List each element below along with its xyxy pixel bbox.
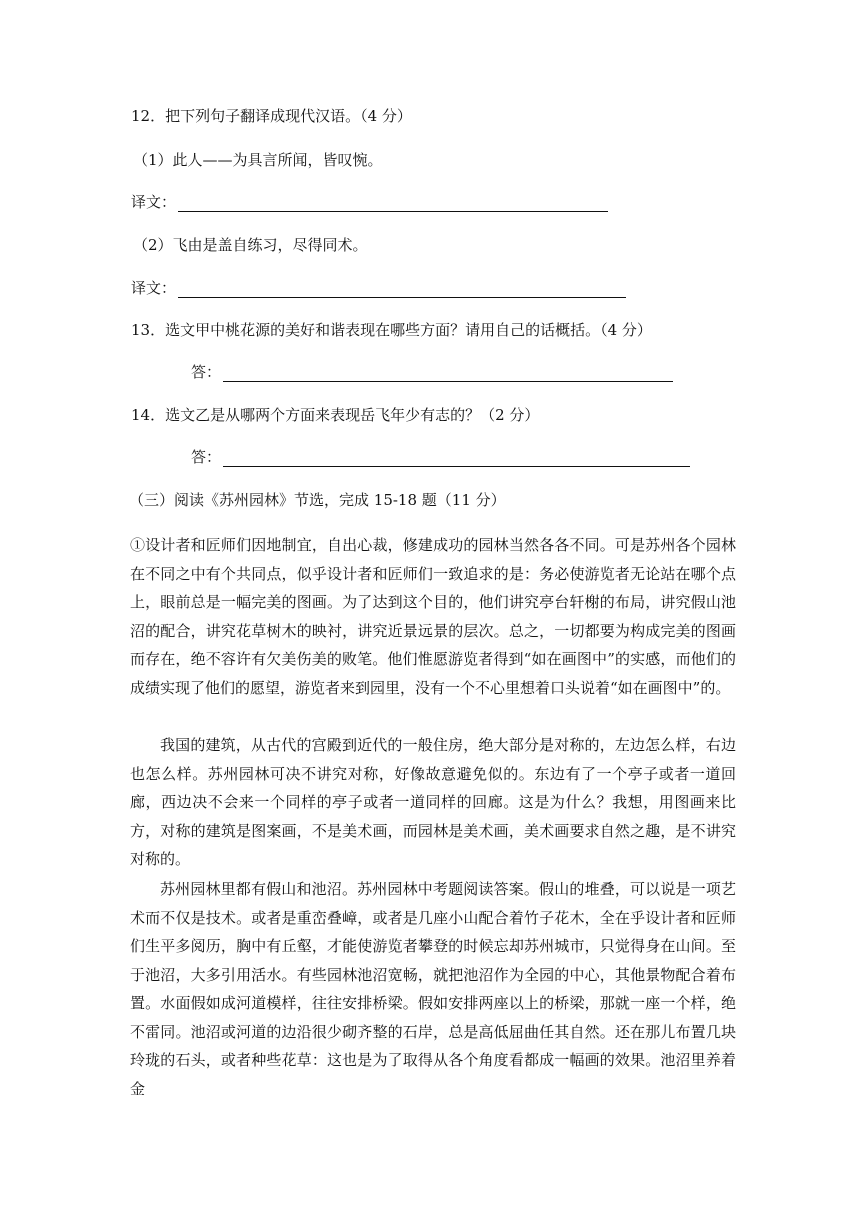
q12-sentence-1: （1）此人——为具言所闻，皆叹惋。	[133, 151, 383, 169]
q14-title: 14．选文乙是从哪两个方面来表现岳飞年少有志的？（2 分）	[131, 406, 540, 424]
q12-answer-row-2	[131, 278, 626, 298]
passage-paragraph-3: 苏州园林里都有假山和池沼。苏州园林中考题阅读答案。假山的堆叠，可以说是一项艺术而不仅是技术。或者是重峦叠嶂，或者是几座小山配合着竹子花木，全在乎设计者和匠师们生平多阅历，胸中有丘壑，才能使游览者攀登的时候忘却苏州城市，只觉得身在山间。至于池沼，大多引用活水。有些园林池沼宽畅，就把池沼作为全园的中心，其他景物配合着布置。水面假如成河道模样，往往安排桥梁。假如安排两座以上的桥梁，那就一座一个样，绝不雷同。池沼或河道的边沿很少砌齐整的石岸，总是高低屈曲任其自然。还在那儿布置几块玲珑的石头，或者种些花草：这也是为了取得从各个角度看都成一幅画的效果。池沼里养着金	[130, 880, 736, 1098]
q14-answer-row	[191, 447, 690, 467]
q12-answer-row-1	[131, 192, 608, 212]
answer-label: 答：	[191, 363, 222, 381]
q12-sentence-2: （2）飞由是盖自练习，尽得同术。	[133, 236, 368, 254]
answer-label: 答：	[191, 448, 222, 466]
passage-paragraph-2: 我国的建筑，从古代的宫殿到近代的一般住房，绝大部分是对称的，左边怎么样，右边也怎么样。苏州园林可决不讲究对称，好像故意避免似的。东边有了一个亭子或者一道回廊，西边决不会来一个同样的亭子或者一道同样的回廊。这是为什么？我想，用图画来比方，对称的建筑是图案画，不是美术画，而园林是美术画，美术画要求自然之趣，是不讲究对称的。	[130, 736, 736, 868]
q13-answer-blank[interactable]	[223, 367, 673, 382]
translation-blank-2[interactable]	[178, 283, 626, 298]
passage-paragraph-1: ①设计者和匠师们因地制宜，自出心裁，修建成功的园林当然各各不同。可是苏州各个园林在不同之中有个共同点，似乎设计者和匠师们一致追求的是：务必使游览者无论站在哪个点上，眼前总是一幅完美的图画。为了达到这个目的，他们讲究亭台轩榭的布局，讲究假山池沼的配合，讲究花草树木的映衬，讲究近景远景的层次。总之，一切都要为构成完美的图画而存在，绝不容许有欠美伤美的败笔。他们惟愿游览者得到“如在画图中”的实感，而他们的成绩实现了他们的愿望，游览者来到园里，没有一个不心里想着口头说着“如在画图中”的。	[130, 536, 736, 697]
q13-answer-row	[191, 362, 673, 382]
translation-label: 译文：	[131, 279, 177, 297]
q13-title: 13．选文甲中桃花源的美好和谐表现在哪些方面？请用自己的话概括。（4 分）	[131, 321, 652, 339]
translation-label: 译文：	[131, 193, 177, 211]
q14-answer-blank[interactable]	[223, 452, 690, 467]
q12-title: 12．把下列句子翻译成现代汉语。（4 分）	[131, 107, 412, 125]
section-3-heading: （三）阅读《苏州园林》节选，完成 15-18 题（11 分）	[129, 491, 506, 509]
translation-blank-1[interactable]	[178, 197, 608, 212]
